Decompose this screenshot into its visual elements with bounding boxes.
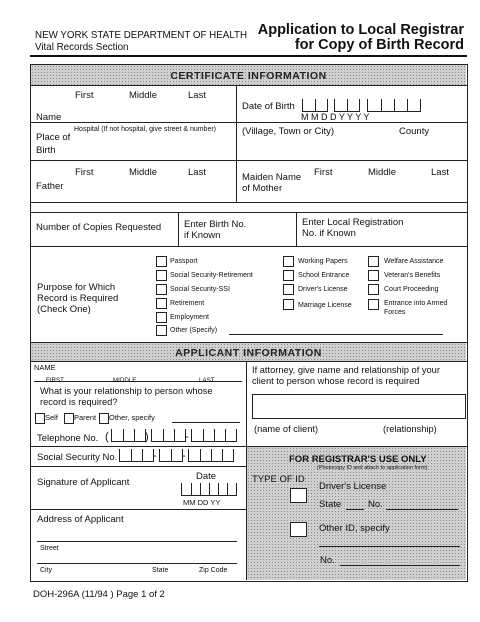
telephone-label: Telephone No.: [37, 433, 99, 444]
type-of-id-label: TYPE OF ID: [252, 474, 305, 485]
cert-first-label: First: [75, 90, 94, 101]
checkbox-court-proceeding[interactable]: [368, 284, 379, 295]
option-social-security-ssi: Social Security-SSI: [170, 286, 230, 293]
signature-date-label: Date: [196, 471, 217, 482]
header-rule: [30, 55, 467, 57]
dob-format: M M D D Y Y Y Y: [301, 112, 370, 122]
telephone-area-code-boxes[interactable]: [111, 429, 146, 442]
telephone-paren-open: (: [105, 431, 109, 443]
checkbox-drivers-license[interactable]: [283, 284, 294, 295]
applicant-middle-label: MIDDLE: [113, 377, 137, 384]
purpose-label-2: Record is Required: [37, 293, 119, 304]
checkbox-drivers-license-id[interactable]: [290, 488, 307, 503]
registrar-state-line[interactable]: [346, 509, 364, 510]
signature-date-boxes[interactable]: [181, 483, 237, 496]
mother-last-label: Last: [431, 167, 449, 178]
department-name: NEW YORK STATE DEPARTMENT OF HEALTH: [35, 30, 248, 41]
applicant-info-banner: [31, 343, 466, 361]
birth-number-known: if Known: [184, 230, 221, 241]
certificate-info-title: CERTIFICATE INFORMATION: [170, 70, 327, 82]
option-other: Other (Specify): [170, 327, 218, 334]
option-welfare-assistance: Welfare Assistance: [384, 258, 444, 265]
dob-day-boxes[interactable]: [334, 99, 360, 112]
checkbox-employment[interactable]: [156, 312, 167, 323]
option-veterans-benefits: Veteran's Benefits: [384, 272, 441, 279]
checkbox-veterans-benefits[interactable]: [368, 270, 379, 281]
father-last-label: Last: [188, 167, 206, 178]
city-label: City: [40, 567, 53, 574]
option-marriage-license: Marriage License: [298, 302, 352, 309]
checkbox-self[interactable]: [35, 413, 45, 424]
option-school-entrance: School Entrance: [298, 272, 350, 279]
relationship-question-1: What is your relationship to person whose: [40, 386, 213, 396]
mother-first-label: First: [314, 167, 333, 178]
checkbox-other-id[interactable]: [290, 522, 307, 537]
option-working-papers: Working Papers: [298, 258, 348, 265]
ssn-label: Social Security No.: [37, 452, 118, 463]
option-armed-forces-line2: Forces: [384, 309, 406, 316]
registrar-note: (Photocopy ID and attach to application form): [317, 465, 428, 471]
signature-date-format: MM DD YY: [183, 498, 221, 507]
relationship-question-2: record is required?: [40, 397, 118, 407]
checkbox-marriage-license[interactable]: [283, 299, 294, 310]
purpose-label-1: Purpose for Which: [37, 282, 116, 293]
other-id-no-label: No.: [320, 555, 335, 566]
applicant-first-label: FIRST: [46, 377, 64, 384]
client-name-box[interactable]: [252, 394, 466, 419]
form-number: DOH-296A (11/94 ) Page 1 of 2: [33, 589, 165, 600]
checkbox-other[interactable]: [156, 325, 167, 336]
form-title-line1: Application to Local Registrar: [257, 22, 464, 38]
option-armed-forces-line1: Entrance into Armed: [384, 300, 448, 307]
option-employment: Employment: [170, 314, 209, 321]
dob-month-boxes[interactable]: [302, 99, 328, 112]
checkbox-passport[interactable]: [156, 256, 167, 267]
birth-number-label: Enter Birth No.: [184, 219, 247, 230]
county-label: County: [399, 126, 430, 137]
drivers-license-id-label: Driver's License: [319, 481, 387, 492]
maiden-name-label: Maiden Name: [242, 172, 302, 183]
local-registration-known: No. if Known: [302, 228, 356, 239]
checkbox-welfare-assistance[interactable]: [368, 256, 379, 267]
other-relationship-label: Other, specify: [109, 413, 155, 422]
registrar-no-label: No.: [368, 499, 383, 510]
telephone-dash: -: [185, 431, 189, 443]
form-title-line2: for Copy of Birth Record: [294, 37, 464, 53]
telephone-prefix-boxes[interactable]: [151, 429, 186, 442]
checkbox-social-security-ssi[interactable]: [156, 284, 167, 295]
place-of-label: Place of: [36, 132, 71, 143]
ssn-dash-1: -: [153, 450, 157, 462]
father-middle-label: Middle: [129, 167, 157, 178]
certificate-info-banner: [31, 65, 466, 85]
option-retirement: Retirement: [170, 300, 205, 307]
client-name-label: (name of client): [254, 424, 319, 434]
ssn-group-boxes[interactable]: [159, 449, 183, 462]
hospital-label: Hospital (If not hospital, give street & number): [74, 126, 217, 133]
other-id-label: Other ID, specify: [319, 523, 390, 534]
birth-label: Birth: [36, 145, 56, 156]
checkbox-school-entrance[interactable]: [283, 270, 294, 281]
dob-year-boxes[interactable]: [367, 99, 421, 112]
applicant-name-label: NAME: [34, 363, 56, 372]
registrar-no-line[interactable]: [386, 509, 458, 510]
ssn-dash-2: -: [182, 450, 186, 462]
other-id-line[interactable]: [319, 546, 460, 547]
attorney-line-1: If attorney, give name and relationship of your: [252, 365, 440, 375]
applicant-info-title: APPLICANT INFORMATION: [175, 347, 322, 359]
address-label: Address of Applicant: [37, 514, 124, 525]
street-line[interactable]: [37, 541, 237, 542]
parent-label: Parent: [74, 413, 97, 422]
father-label: Father: [36, 181, 64, 192]
signature-label: Signature of Applicant: [37, 477, 130, 488]
checkbox-retirement[interactable]: [156, 298, 167, 309]
purpose-label-3: (Check One): [37, 304, 91, 315]
city-state-zip-line[interactable]: [37, 563, 237, 564]
registrar-state-label: State: [319, 499, 342, 510]
local-registration-label: Enter Local Registration: [302, 217, 404, 228]
village-label: (Village, Town or City): [242, 126, 335, 137]
option-court-proceeding: Court Proceeding: [384, 286, 439, 293]
cert-last-label: Last: [188, 90, 206, 101]
zip-label: Zip Code: [199, 567, 228, 574]
other-id-no-line[interactable]: [340, 565, 460, 566]
option-drivers-license: Driver's License: [298, 286, 348, 293]
other-specify-line[interactable]: [229, 334, 443, 335]
ssn-serial-boxes[interactable]: [188, 449, 234, 462]
option-passport: Passport: [170, 258, 198, 265]
state-label: State: [152, 567, 169, 574]
date-of-birth-label: Date of Birth: [242, 101, 295, 112]
father-first-label: First: [75, 167, 94, 178]
checkbox-armed-forces[interactable]: [368, 299, 379, 310]
of-mother-label: of Mother: [242, 183, 283, 194]
section-name: Vital Records Section: [35, 42, 129, 53]
checkbox-parent[interactable]: [64, 413, 74, 424]
mother-middle-label: Middle: [368, 167, 396, 178]
client-relationship-label: (relationship): [383, 424, 437, 434]
ssn-area-boxes[interactable]: [119, 449, 154, 462]
checkbox-other-relationship[interactable]: [99, 413, 109, 424]
checkbox-working-papers[interactable]: [283, 256, 294, 267]
option-social-security-retirement: Social Security-Retirement: [170, 272, 253, 279]
telephone-line-boxes[interactable]: [191, 429, 237, 442]
cert-name-label: Name: [36, 112, 62, 123]
checkbox-social-security-retirement[interactable]: [156, 270, 167, 281]
self-label: Self: [45, 413, 58, 422]
registrar-title: FOR REGISTRAR'S USE ONLY: [289, 454, 427, 465]
other-relationship-line[interactable]: [172, 422, 240, 423]
street-label: Street: [40, 545, 59, 552]
telephone-paren-close: ): [145, 431, 149, 443]
copies-label: Number of Copies Requested: [36, 222, 162, 233]
cert-middle-label: Middle: [129, 90, 157, 101]
attorney-line-2: client to person whose record is required: [252, 376, 420, 386]
applicant-last-label: LAST: [199, 377, 215, 384]
